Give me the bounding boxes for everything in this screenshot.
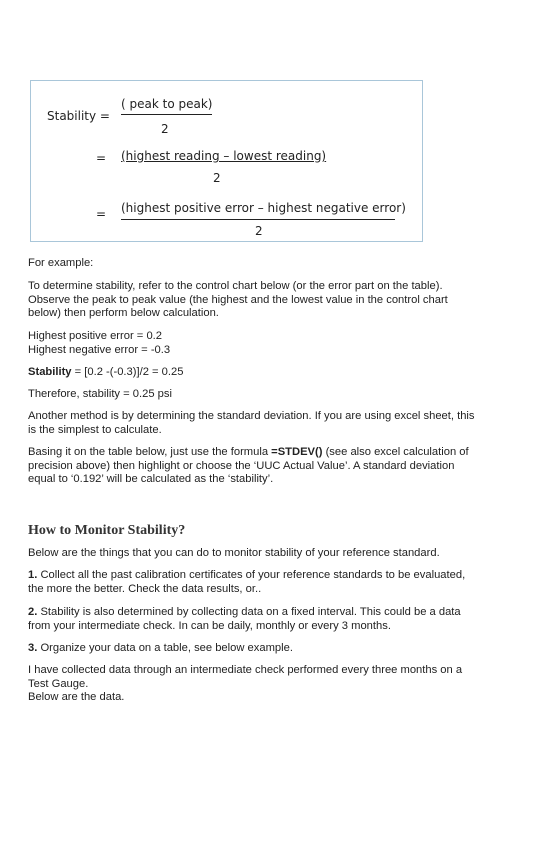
highest-positive-error: Highest positive error = 0.2 [28, 330, 163, 342]
stability-calculation: Stability = [0.2 -(-0.3)]/2 = 0.25 [28, 366, 184, 378]
step-3: 3. Organize your data on a table, see below example. [28, 642, 293, 654]
step-2: 2. Stability is also determined by collecting data on a fixed interval. This could be a data from your intermediate check. In can be daily, monthly or every 3 months. [28, 606, 461, 632]
fraction-line-1 [121, 114, 212, 115]
therefore-text: Therefore, stability = 0.25 psi [28, 388, 172, 400]
basing-paragraph: Basing it on the table below, just use the formula =STDEV() (see also excel calculation of precision above) then highlight or choose the ‘UUC Actual Value’. A standard deviation equal to ‘0.192’ will be calculated as the ‘stability’. [28, 446, 469, 486]
section-heading: How to Monitor Stability? [28, 523, 186, 538]
step-1: 1. Collect all the past calibration certificates of your reference standards to be evaluated, the more the better. Check the data results, or.. [28, 569, 466, 595]
error-values [28, 330, 524, 357]
fraction-line-3 [121, 219, 395, 220]
formula-denominator-2: 2 [213, 171, 221, 185]
formula-numerator-2: (highest reading – lowest reading) [121, 149, 327, 163]
another-method-paragraph: Another method is by determining the standard deviation. If you are using excel sheet, this is the simplest to calculate. [28, 410, 475, 436]
formula-denominator-3: 2 [255, 224, 263, 238]
formula-denominator-1: 2 [161, 122, 169, 136]
below-data-text: Below are the data. [28, 691, 125, 704]
formula-numerator-1: ( peak to peak) [121, 97, 213, 111]
formula-equals-2: = [96, 151, 107, 165]
stdev-formula: =STDEV() [271, 446, 323, 458]
for-example-text: For example: [28, 257, 94, 269]
formula-label: Stability = [47, 109, 110, 123]
highest-negative-error: Highest negative error = -0.3 [28, 343, 171, 356]
monitor-intro: Below are the things that you can do to monitor stability of your reference standard. [28, 547, 440, 559]
collected-data-paragraph: I have collected data through an intermediate check performed every three months on a Test Gauge. Below are the data. [28, 664, 463, 704]
formula-numerator-3: (highest positive error – highest negative error) [121, 201, 406, 215]
formula-equals-3: = [96, 207, 107, 221]
determine-paragraph: To determine stability, refer to the control chart below (or the error part on the table). Observe the peak to peak value (the highest and the lowest value in the control chart below) then perform below calculation. [28, 280, 448, 320]
